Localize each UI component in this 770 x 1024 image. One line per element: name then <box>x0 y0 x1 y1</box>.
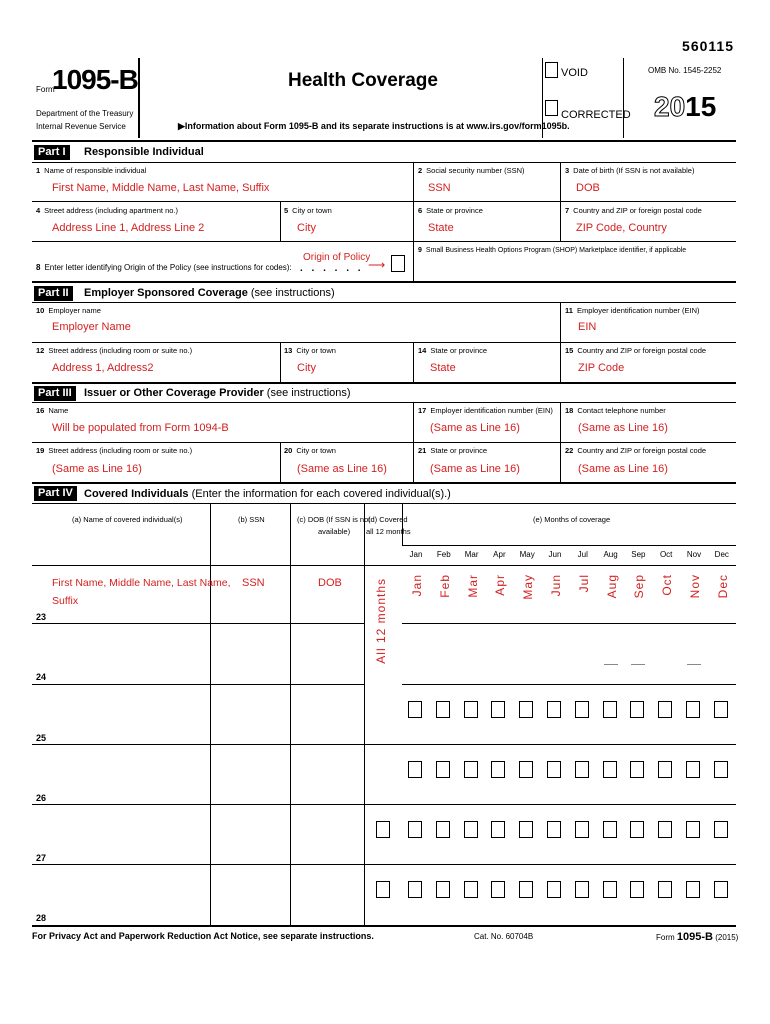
line13-value[interactable]: City <box>297 362 316 374</box>
line14-label: 14 State or province <box>418 346 488 355</box>
month-header-4: May <box>519 550 535 559</box>
line18-value[interactable]: (Same as Line 16) <box>578 422 668 434</box>
line17-label: 17 Employer identification number (EIN) <box>418 406 553 415</box>
cat-number: Cat. No. 60704B <box>474 932 534 941</box>
row-number-24: 24 <box>36 672 47 682</box>
month-checkbox[interactable] <box>491 761 505 778</box>
line7-label: 7 Country and ZIP or foreign postal code <box>565 206 702 215</box>
form-id: 560115 <box>682 38 734 54</box>
part4-title: Covered Individuals (Enter the information for each covered individual(s).) <box>84 488 451 500</box>
covered-all12-checkbox[interactable] <box>376 881 390 898</box>
row23-month-4[interactable]: May <box>521 574 536 600</box>
row23-month-6[interactable]: Jul <box>576 574 591 593</box>
month-checkbox[interactable] <box>519 701 533 718</box>
month-checkbox[interactable] <box>464 881 478 898</box>
line1-value[interactable]: First Name, Middle Name, Last Name, Suffix <box>52 182 270 194</box>
month-checkbox[interactable] <box>519 761 533 778</box>
line3-value[interactable]: DOB <box>576 182 600 194</box>
month-checkbox[interactable] <box>686 821 700 838</box>
line19-value[interactable]: (Same as Line 16) <box>52 463 142 475</box>
month-checkbox[interactable] <box>603 761 617 778</box>
line12-value[interactable]: Address 1, Address2 <box>52 362 154 374</box>
row23-month-1[interactable]: Feb <box>437 574 452 598</box>
month-checkbox[interactable] <box>714 701 728 718</box>
line19-label: 19 Street address (including room or suite no.) <box>36 446 193 455</box>
omb-number: OMB No. 1545-2252 <box>648 66 722 75</box>
corrected-label: CORRECTED <box>561 109 631 121</box>
row23-month-11[interactable]: Dec <box>715 574 730 599</box>
part1-title-text: Responsible Individual <box>84 146 204 158</box>
col-c-header-1: (c) DOB (If SSN is not <box>297 515 371 524</box>
line11-label: 11 Employer identification number (EIN) <box>565 306 700 315</box>
row23-name-line2[interactable]: Suffix <box>52 595 79 607</box>
month-checkbox[interactable] <box>547 881 561 898</box>
month-checkbox[interactable] <box>714 761 728 778</box>
col-a-header: (a) Name of covered individual(s) <box>72 515 183 524</box>
info-line <box>178 121 570 132</box>
line22-value[interactable]: (Same as Line 16) <box>578 463 668 475</box>
void-label: VOID <box>561 67 588 79</box>
month-checkbox[interactable] <box>491 701 505 718</box>
month-checkbox[interactable] <box>436 761 450 778</box>
line20-value[interactable]: (Same as Line 16) <box>297 463 387 475</box>
month-header-1: Feb <box>436 550 451 559</box>
row-number-26: 26 <box>36 793 47 803</box>
line10-value[interactable]: Employer Name <box>52 321 131 333</box>
tax-year <box>654 91 716 123</box>
col-c-header-2: available) <box>318 527 351 536</box>
row24-dash <box>631 664 645 665</box>
month-header-3: Apr <box>493 550 506 559</box>
month-header-11: Dec <box>714 550 729 559</box>
footer-form: Form 1095-B (2015) <box>656 931 739 943</box>
line8-dots: . . . . . . <box>300 263 364 274</box>
month-checkbox[interactable] <box>714 821 728 838</box>
line13-label: 13 City or town <box>284 346 336 355</box>
month-checkbox[interactable] <box>464 701 478 718</box>
covered-all12-checkbox[interactable] <box>376 821 390 838</box>
month-checkbox[interactable] <box>575 701 589 718</box>
col-d-header-1: (d) Covered <box>368 515 408 524</box>
row23-month-2[interactable]: Mar <box>465 574 480 598</box>
month-checkbox[interactable] <box>408 821 422 838</box>
part1-title <box>84 147 204 158</box>
row24-dash <box>604 664 618 665</box>
line21-label: 21 State or province <box>418 446 488 455</box>
line2-value[interactable]: SSN <box>428 182 451 194</box>
month-checkbox[interactable] <box>630 761 644 778</box>
privacy-notice: For Privacy Act and Paperwork Reduction Act Notice, see separate instructions. <box>32 931 374 941</box>
row23-month-5[interactable]: Jun <box>549 574 563 597</box>
month-checkbox[interactable] <box>408 881 422 898</box>
line5-label: 5 City or town <box>284 206 332 215</box>
line12-label: 12 Street address (including room or suite no.) <box>36 346 193 355</box>
form-title: Health Coverage <box>288 70 438 91</box>
col-e-header: (e) Months of coverage <box>533 515 611 524</box>
month-checkbox[interactable] <box>575 761 589 778</box>
month-checkbox[interactable] <box>575 881 589 898</box>
month-checkbox[interactable] <box>630 821 644 838</box>
month-header-10: Nov <box>686 550 702 559</box>
form-word: Form <box>36 85 55 94</box>
row23-month-0[interactable]: Jan <box>410 574 424 597</box>
line18-label: 18 Contact telephone number <box>565 406 666 415</box>
month-checkbox[interactable] <box>714 881 728 898</box>
month-checkbox[interactable] <box>658 701 672 718</box>
row23-ssn[interactable]: SSN <box>242 577 265 589</box>
part3-tab: Part III <box>34 386 76 401</box>
line4-value[interactable]: Address Line 1, Address Line 2 <box>52 222 205 234</box>
month-checkbox[interactable] <box>630 881 644 898</box>
month-header-9: Oct <box>659 550 673 559</box>
line22-label: 22 Country and ZIP or foreign postal code <box>565 446 707 455</box>
irs-label: Internal Revenue Service <box>36 122 126 131</box>
month-checkbox[interactable] <box>547 761 561 778</box>
month-checkbox[interactable] <box>547 701 561 718</box>
row-number-27: 27 <box>36 853 47 863</box>
line16-label: 16 Name <box>36 406 69 415</box>
void-checkbox[interactable] <box>545 62 558 78</box>
line8-label: 8 Enter letter identifying Origin of the Policy (see instructions for codes): <box>36 263 292 272</box>
month-header-8: Sep <box>631 550 646 559</box>
month-checkbox[interactable] <box>603 881 617 898</box>
row-number-23: 23 <box>36 612 47 622</box>
line8-value: Origin of Policy <box>303 252 371 263</box>
line14-value[interactable]: State <box>430 362 456 374</box>
row24-dash <box>687 664 701 665</box>
year-outline: 20 <box>654 91 686 122</box>
month-checkbox[interactable] <box>686 761 700 778</box>
month-checkbox[interactable] <box>630 701 644 718</box>
line9-label: 9 Small Business Health Options Program (SHOP) Marketplace identifier, if applicable <box>418 247 687 254</box>
row23-dob[interactable]: DOB <box>318 577 342 589</box>
line10-label: 10 Employer name <box>36 306 101 315</box>
line6-value[interactable]: State <box>428 222 454 234</box>
col-b-header: (b) SSN <box>238 515 265 524</box>
month-checkbox[interactable] <box>658 821 672 838</box>
row-number-25: 25 <box>36 733 47 743</box>
col-d-header-2: all 12 months <box>366 527 411 536</box>
month-checkbox[interactable] <box>603 821 617 838</box>
line2-label: 2 Social security number (SSN) <box>418 166 525 175</box>
month-header-7: Aug <box>603 550 618 559</box>
month-checkbox[interactable] <box>408 701 422 718</box>
month-header-6: Jul <box>577 550 588 559</box>
info-text: Information about Form 1095-B and its separate instructions is at www.irs.gov/form1095b. <box>184 121 570 131</box>
month-header-2: Mar <box>464 550 479 559</box>
line1-label: 1 Name of responsible individual <box>36 166 147 175</box>
row23-month-10[interactable]: Nov <box>688 574 702 599</box>
part2-title: Employer Sponsored Coverage (see instructions) <box>84 287 335 299</box>
month-checkbox[interactable] <box>547 821 561 838</box>
month-checkbox[interactable] <box>408 761 422 778</box>
row23-month-8[interactable]: Sep <box>632 574 647 599</box>
row23-month-3[interactable]: Apr <box>493 574 508 596</box>
line7-value[interactable]: ZIP Code, Country <box>576 222 667 234</box>
line17-value[interactable]: (Same as Line 16) <box>430 422 520 434</box>
part4-tab: Part IV <box>34 486 77 501</box>
line3-label: 3 Date of birth (If SSN is not available) <box>565 166 695 175</box>
form-number: 1095-B <box>52 64 138 95</box>
line11-value[interactable]: EIN <box>578 321 597 333</box>
line21-value[interactable]: (Same as Line 16) <box>430 463 520 475</box>
line20-label: 20 City or town <box>284 446 336 455</box>
row23-name-line1[interactable]: First Name, Middle Name, Last Name, <box>52 577 231 589</box>
line5-value[interactable]: City <box>297 222 316 234</box>
part1-tab: Part I <box>34 145 70 160</box>
month-checkbox[interactable] <box>686 881 700 898</box>
corrected-checkbox[interactable] <box>545 100 558 116</box>
row23-all12: All 12 months <box>374 578 388 664</box>
line4-label: 4 Street address (including apartment no.) <box>36 206 178 215</box>
month-checkbox[interactable] <box>436 701 450 718</box>
month-checkbox[interactable] <box>519 881 533 898</box>
month-checkbox[interactable] <box>491 881 505 898</box>
year-bold: 15 <box>685 91 717 122</box>
month-checkbox[interactable] <box>491 821 505 838</box>
origin-of-policy-box[interactable] <box>391 255 405 272</box>
month-checkbox[interactable] <box>436 881 450 898</box>
month-header-5: Jun <box>548 550 562 559</box>
line15-label: 15 Country and ZIP or foreign postal code <box>565 346 707 355</box>
part2-tab: Part II <box>34 286 73 301</box>
month-header-0: Jan <box>409 550 423 559</box>
line16-value[interactable]: Will be populated from Form 1094-B <box>52 422 229 434</box>
part3-title: Issuer or Other Coverage Provider (see instructions) <box>84 387 351 399</box>
row-number-28: 28 <box>36 913 47 923</box>
month-checkbox[interactable] <box>658 881 672 898</box>
arrow-right-icon: ⟶ <box>368 258 386 272</box>
dept-treasury: Department of the Treasury <box>36 109 134 118</box>
month-checkbox[interactable] <box>464 821 478 838</box>
month-checkbox[interactable] <box>575 821 589 838</box>
line6-label: 6 State or province <box>418 206 483 215</box>
month-checkbox[interactable] <box>603 701 617 718</box>
month-checkbox[interactable] <box>658 761 672 778</box>
month-checkbox[interactable] <box>686 701 700 718</box>
arrow-right-icon: ▶ <box>178 121 185 131</box>
month-checkbox[interactable] <box>436 821 450 838</box>
row23-month-9[interactable]: Oct <box>660 574 675 596</box>
month-checkbox[interactable] <box>519 821 533 838</box>
row23-month-7[interactable]: Aug <box>604 574 619 599</box>
month-checkbox[interactable] <box>464 761 478 778</box>
line15-value[interactable]: ZIP Code <box>578 362 625 374</box>
